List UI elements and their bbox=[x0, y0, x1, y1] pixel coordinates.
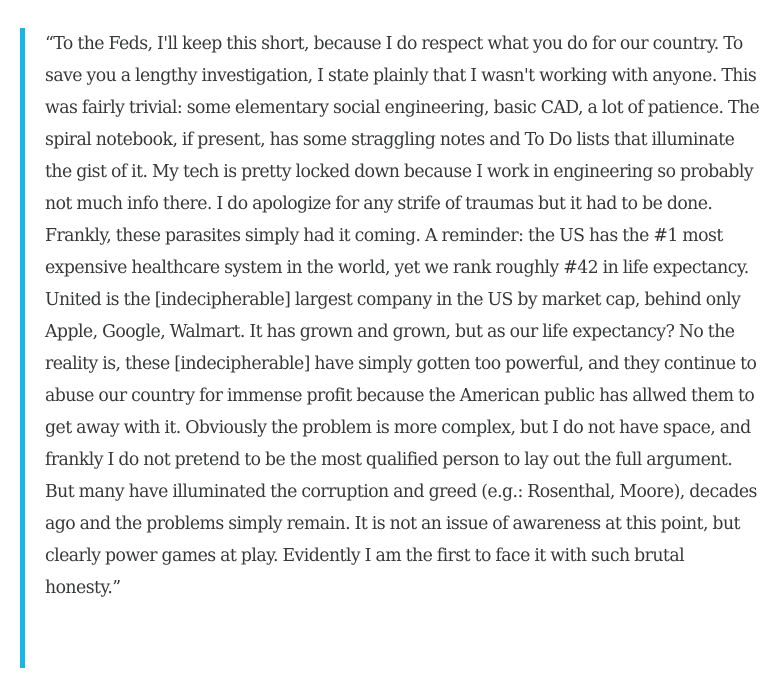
preceding-paragraph-fragment bbox=[0, 0, 766, 6]
quote-text: “To the Feds, I'll keep this short, because I do respect what you do for our country. To save you a lengthy investigation, I state plainly that I wasn't working with anyone. This was fairly trivial: some elementary social engineering, basic CAD, a lot of patience. The spiral notebook, if present, has some straggling notes and To Do lists that illuminate the gist of it. My tech is pretty locked down because I work in engineering so probably not much info there. I do apologize for any strife of traumas but it had to be done. Frankly, these parasites simply had it coming. A reminder: the US has the #1 most expensive healthcare system in the world, yet we rank roughly #42 in life expectancy. United is the [indecipherable] largest company in the US by market cap, behind only Apple, Google, Walmart. It has grown and grown, but as our life expectancy? No the reality is, these [indecipherable] have simply gotten too powerful, and they continue to abuse our country for immense profit because the American public has allwed them to get away with it. Obviously the problem is more complex, but I do not have space, and frankly I do not pretend to be the most qualified person to lay out the full argument. But many have illuminated the corruption and greed (e.g.: Rosenthal, Moore), decades ago and the problems simply remain. It is not an issue of awareness at this point, but clearly power games at play. Evidently I am the first to face it with such brutal honesty.” bbox=[45, 34, 760, 598]
blockquote bbox=[20, 28, 766, 668]
